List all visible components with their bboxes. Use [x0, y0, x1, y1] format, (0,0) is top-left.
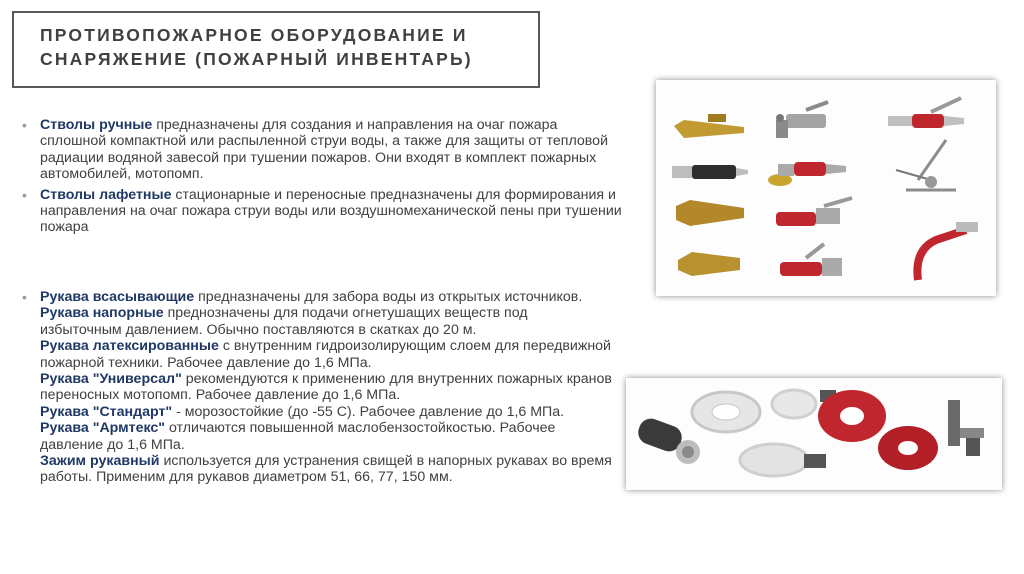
item-keyword: Рукава всасывающие	[40, 289, 195, 305]
flat-white-hose-image	[740, 444, 826, 476]
item-text: предназначены для забора воды из открытых источников.	[194, 289, 583, 305]
item-keyword: Стволы ручные	[40, 117, 153, 133]
red-lever-nozzle-image	[768, 162, 846, 186]
red-hose-roll-image	[818, 390, 886, 442]
bullet-icon: •	[22, 289, 27, 305]
suction-hose-image	[635, 415, 700, 464]
hose-universal	[40, 371, 612, 404]
item-text: с внутренним гидроизолирующим слоем для передвижной пожарной техники. Рабочее давление до 1,6 МПа.	[40, 338, 611, 371]
brass-nozzle-image	[674, 114, 744, 138]
bullet-icon: •	[22, 186, 27, 203]
brass-short-nozzle-image	[678, 252, 740, 276]
item-text: стационарные и переносные предназначены для формирования и направления на очаг пожара струи воды или воздушномеханической пены при тушении пожара	[40, 186, 622, 236]
hose-standard	[40, 404, 612, 420]
red-nozzle-image	[888, 98, 964, 128]
red-monitor-image	[917, 222, 978, 280]
nozzles-list	[22, 117, 622, 236]
item-text: - морозостойкие (до -55 С). Рабочее давление до 1,6 МПа.	[172, 403, 565, 420]
list-item-hand-nozzles	[22, 117, 622, 183]
title-line-1: ПРОТИВОПОЖАРНОЕ ОБОРУДОВАНИЕ И	[40, 25, 468, 45]
item-text: предназначены для создания и направления на очаг пожара сплошной компактной или распыленной струи воды, а также для защиты от тепловой радиации водяной завесой при тушении пожаров. Они входят в комплект пожарных автомобилей, мотопомп.	[40, 117, 608, 183]
item-keyword: Зажим рукавный	[40, 453, 160, 470]
hose-clamp-image	[948, 400, 984, 456]
item-text: используется для устранения свищей в напорных рукавах во время работы. Применим для рукавов диаметром 51, 66, 77, 150 мм.	[40, 453, 612, 486]
brass-barrel-nozzle-image	[676, 200, 744, 226]
hoses-photo	[626, 378, 1002, 490]
hose-clamp	[40, 453, 612, 486]
item-keyword: Рукава "Универсал"	[40, 371, 182, 388]
hoses-list	[22, 289, 612, 486]
red-handle-nozzle-image	[776, 198, 852, 226]
title-line-2: СНАРЯЖЕНИЕ (ПОЖАРНЫЙ ИНВЕНТАРЬ)	[40, 49, 473, 69]
item-keyword: Рукава "Армтекс"	[40, 420, 166, 437]
white-hose-roll-image	[692, 392, 760, 432]
black-nozzle-image	[672, 165, 748, 179]
hose-latex	[40, 338, 612, 371]
item-keyword: Рукава напорные	[40, 305, 164, 322]
hose-pressure	[40, 305, 612, 338]
hose-armtex	[40, 420, 612, 453]
item-keyword: Рукава "Стандарт"	[40, 403, 173, 420]
item-text: отличаются повышенной маслобензостойкостью. Рабочее давление до 1,6 МПа.	[40, 420, 556, 453]
list-item-hoses	[22, 289, 612, 486]
bullet-icon: •	[22, 117, 27, 133]
monitor-nozzle-image	[896, 140, 956, 190]
item-text: рекомендуются к применению для внутренних пожарных кранов переносных мотопомп. Рабочее давление до 1,6 МПа.	[40, 371, 612, 404]
nozzles-photo	[656, 80, 996, 296]
list-item-monitor-nozzles	[22, 187, 622, 236]
red-nozzle-2-image	[780, 244, 842, 276]
slide-title	[12, 11, 540, 88]
item-keyword: Стволы лафетные	[40, 186, 172, 203]
steel-nozzle-with-lever-image	[776, 102, 828, 138]
item-keyword: Рукава латексированные	[40, 338, 219, 355]
item-text: преднозначены для подачи огнетушащих веществ под избыточным давлением. Обычно поставляются в скатках до 20 м.	[40, 305, 528, 338]
hose-suction	[40, 289, 612, 305]
red-hose-flat-image	[878, 426, 938, 470]
